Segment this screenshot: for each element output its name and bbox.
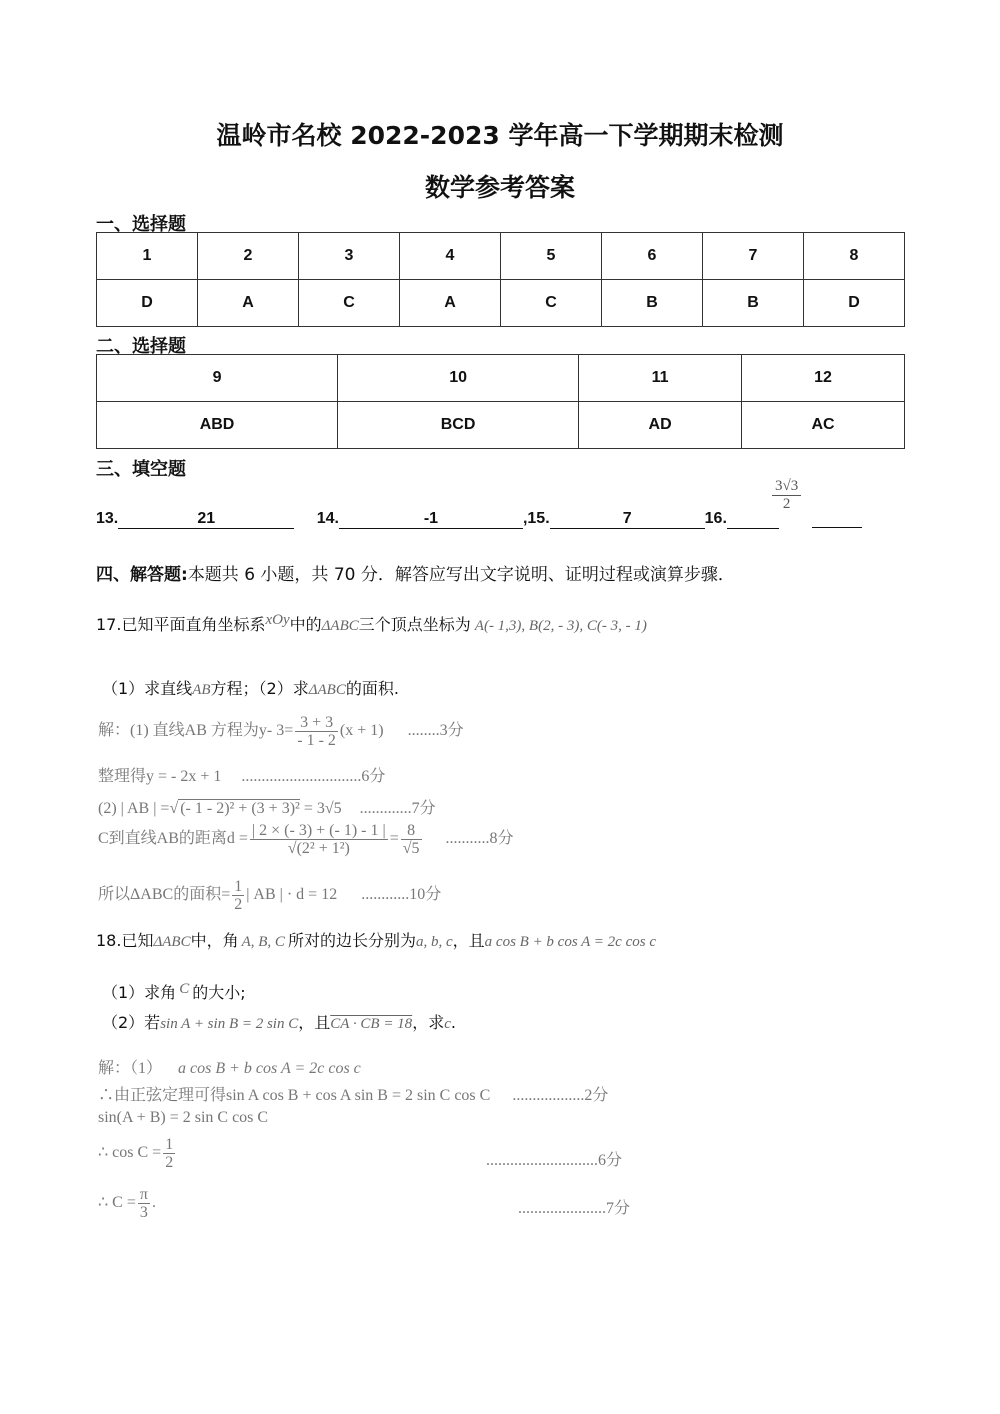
radicand: (- 1 - 2)² + (3 + 3)²	[180, 800, 300, 817]
q17-text: 三个顶点坐标为	[358, 615, 471, 634]
page-subtitle: 数学参考答案	[424, 173, 575, 202]
choice-table-1	[96, 232, 905, 327]
q17-triangle: ΔABC	[321, 618, 359, 634]
fraction	[163, 1136, 175, 1171]
table-cell: 5	[501, 233, 602, 280]
section1-heading: 一、选择题	[96, 214, 186, 235]
denominator: - 1 - 2	[297, 732, 336, 749]
q18-text: ，求	[412, 1013, 445, 1032]
q17-text: 方程；（2）求	[210, 679, 309, 698]
table-cell: D	[804, 280, 905, 327]
solution-text: ∴ cos C =	[98, 1144, 162, 1162]
solution-text: 解：(1) 直线AB 方程为y- 3=	[98, 722, 294, 740]
denominator: √5	[402, 840, 420, 857]
fill-in-answers	[96, 510, 779, 529]
table-cell: C	[501, 280, 602, 327]
q18-sin-equation: sin A + sin B = 2 sin C	[160, 1016, 299, 1032]
fraction	[250, 822, 388, 857]
table-cell: 6	[602, 233, 703, 280]
q18-text: .	[450, 1013, 456, 1032]
q13-label: 13.	[96, 510, 119, 527]
solution-text: sin(A + B) = 2 sin C cos C	[98, 1109, 269, 1126]
table-cell: B	[703, 280, 804, 327]
choice-table-1-number-row	[97, 233, 905, 280]
numerator: 1	[165, 1136, 174, 1153]
table-cell: 8	[804, 233, 905, 280]
q17-solution-line4	[98, 822, 514, 857]
q18-vector-equation: CA · CB = 18	[330, 1016, 413, 1032]
score-marker: ..................2分	[512, 1087, 609, 1104]
q18-part1	[102, 980, 246, 1003]
q17-statement	[96, 612, 647, 635]
q18-sides: a, b, c	[415, 934, 453, 950]
q14-label: 14.	[316, 510, 339, 527]
solution-text: (2) | AB | =	[98, 800, 170, 817]
table-cell: AD	[579, 402, 742, 449]
section4-heading: 四、解答题:	[96, 565, 188, 585]
q17-triangle: ΔABC	[308, 682, 346, 698]
q14-answer: -1	[339, 510, 523, 529]
q17-ab: AB	[192, 682, 211, 698]
q18-solution-line2	[98, 1082, 608, 1105]
table-cell: 7	[703, 233, 804, 280]
score-marker: ............10分	[361, 886, 442, 904]
q17-text: 的面积.	[345, 679, 399, 698]
q18-part2	[102, 1010, 456, 1033]
q18-text: 的大小;	[192, 983, 246, 1002]
table-cell: 10	[338, 355, 579, 402]
q17-xoy: xOy	[265, 612, 290, 628]
solution-text: (x + 1)	[339, 722, 384, 740]
solution-text: | AB | · d = 12	[246, 886, 338, 904]
q17-text: （1）求直线	[102, 679, 193, 698]
q17-solution-line2	[98, 763, 385, 786]
score-marker: .............7分	[359, 800, 436, 817]
score-marker: ........3分	[407, 722, 464, 740]
score-marker: ..............................6分	[241, 768, 386, 785]
table-cell: 9	[97, 355, 338, 402]
fraction	[138, 1186, 150, 1221]
q18-score-7: ......................7分	[518, 1200, 631, 1217]
table-cell: A	[400, 280, 501, 327]
table-cell: BCD	[338, 402, 579, 449]
table-cell: 12	[742, 355, 905, 402]
section4-instructions: 本题共 6 小题，共 70 分．解答应写出文字说明、证明过程或演算步骤．	[187, 565, 735, 585]
q17-solution-line5	[98, 878, 441, 913]
q17-text: 中的	[289, 615, 322, 634]
q16-denominator: 2	[782, 496, 791, 512]
solution-text: 整理得y = - 2x + 1	[98, 768, 222, 785]
q17-solution-line3: (2) | AB | =√ (- 1 - 2)² + (3 + 3)² = 3√5 .............7分	[98, 800, 436, 817]
denominator: 2	[165, 1154, 174, 1171]
choice-table-2-answer-row	[97, 402, 905, 449]
choice-table-1-answer-row	[97, 280, 905, 327]
section3-heading: 三、填空题	[96, 459, 186, 480]
q16-label: 16.	[704, 510, 727, 527]
q18-triangle: ΔABC	[153, 934, 191, 950]
q18-solution-line5	[98, 1186, 156, 1221]
q18-equation: a cos B + b cos A = 2c cos c	[484, 934, 656, 950]
q16-numerator: 3√3	[772, 478, 801, 496]
q18-statement	[96, 928, 656, 951]
table-cell: 2	[198, 233, 299, 280]
table-cell: AC	[742, 402, 905, 449]
q18-text: ，且	[452, 931, 485, 950]
q18-text: 所对的边长分别为	[287, 931, 416, 950]
table-cell: C	[299, 280, 400, 327]
numerator: 8	[401, 822, 422, 840]
q16-blank-line	[812, 527, 862, 528]
q18-text: （1）求角	[102, 983, 177, 1002]
table-cell: ABD	[97, 402, 338, 449]
score-marker: ...........8分	[445, 830, 514, 848]
numerator: 1	[234, 878, 243, 895]
denominator: 2	[234, 896, 243, 913]
solution-text: .	[151, 1194, 156, 1212]
numerator: 3 + 3	[295, 714, 338, 732]
table-cell: 3	[299, 233, 400, 280]
table-cell: B	[602, 280, 703, 327]
q18-angle-c: C	[179, 981, 190, 997]
q17-text: 17.已知平面直角坐标系	[96, 615, 266, 634]
section4-intro	[96, 560, 735, 585]
q15-answer: 7	[550, 510, 705, 529]
q18-text: ，且	[298, 1013, 331, 1032]
table-cell: 4	[400, 233, 501, 280]
solution-text: ∴由正弦定理可得sin A cos B + cos A sin B = 2 sin C cos C	[98, 1087, 491, 1104]
q17-parts	[102, 676, 399, 699]
solution-text: 所以ΔABC的面积=	[98, 886, 231, 904]
solution-text: = 3√5	[303, 800, 342, 817]
q18-var-c: c	[444, 1016, 451, 1032]
q18-text: （2）若	[102, 1013, 161, 1032]
q18-text: 18.已知	[96, 931, 154, 950]
q17-solution-line1	[98, 714, 464, 749]
q18-text: 中，角	[190, 931, 239, 950]
q15-label: ,15.	[522, 510, 550, 527]
solution-equation: a cos B + b cos A = 2c cos c	[178, 1060, 361, 1077]
section2-heading: 二、选择题	[96, 336, 186, 357]
fraction	[295, 714, 338, 749]
q18-solution-line3	[98, 1109, 268, 1127]
q13-answer: 21	[118, 510, 294, 529]
numerator: | 2 × (- 3) + (- 1) - 1 |	[251, 822, 386, 839]
solution-text: 解：（1）	[98, 1060, 163, 1077]
table-cell: A	[198, 280, 299, 327]
solution-text: C到直线AB的距离d =	[98, 830, 248, 848]
solution-text: ∴ C =	[98, 1194, 136, 1212]
q18-solution-line4	[98, 1136, 177, 1171]
q18-angles: A, B, C	[241, 934, 285, 950]
denominator: √(2² + 1²)	[287, 840, 350, 857]
solution-text: =	[389, 830, 399, 848]
table-cell: 11	[579, 355, 742, 402]
table-cell: 1	[97, 233, 198, 280]
denominator: 3	[139, 1204, 148, 1221]
numerator: π	[139, 1186, 148, 1203]
choice-table-2-number-row	[97, 355, 905, 402]
table-cell: D	[97, 280, 198, 327]
fraction	[401, 822, 422, 857]
q18-solution-line1	[98, 1055, 361, 1078]
page-title: 温岭市名校 2022-2023 学年高一下学期期末检测	[216, 121, 784, 150]
q17-points: A(- 1,3), B(2, - 3), C(- 3, - 1)	[474, 618, 647, 634]
fraction	[232, 878, 244, 913]
choice-table-2	[96, 354, 905, 449]
q18-score-6: ............................6分	[486, 1152, 623, 1169]
q16-answer-fraction	[772, 478, 801, 513]
